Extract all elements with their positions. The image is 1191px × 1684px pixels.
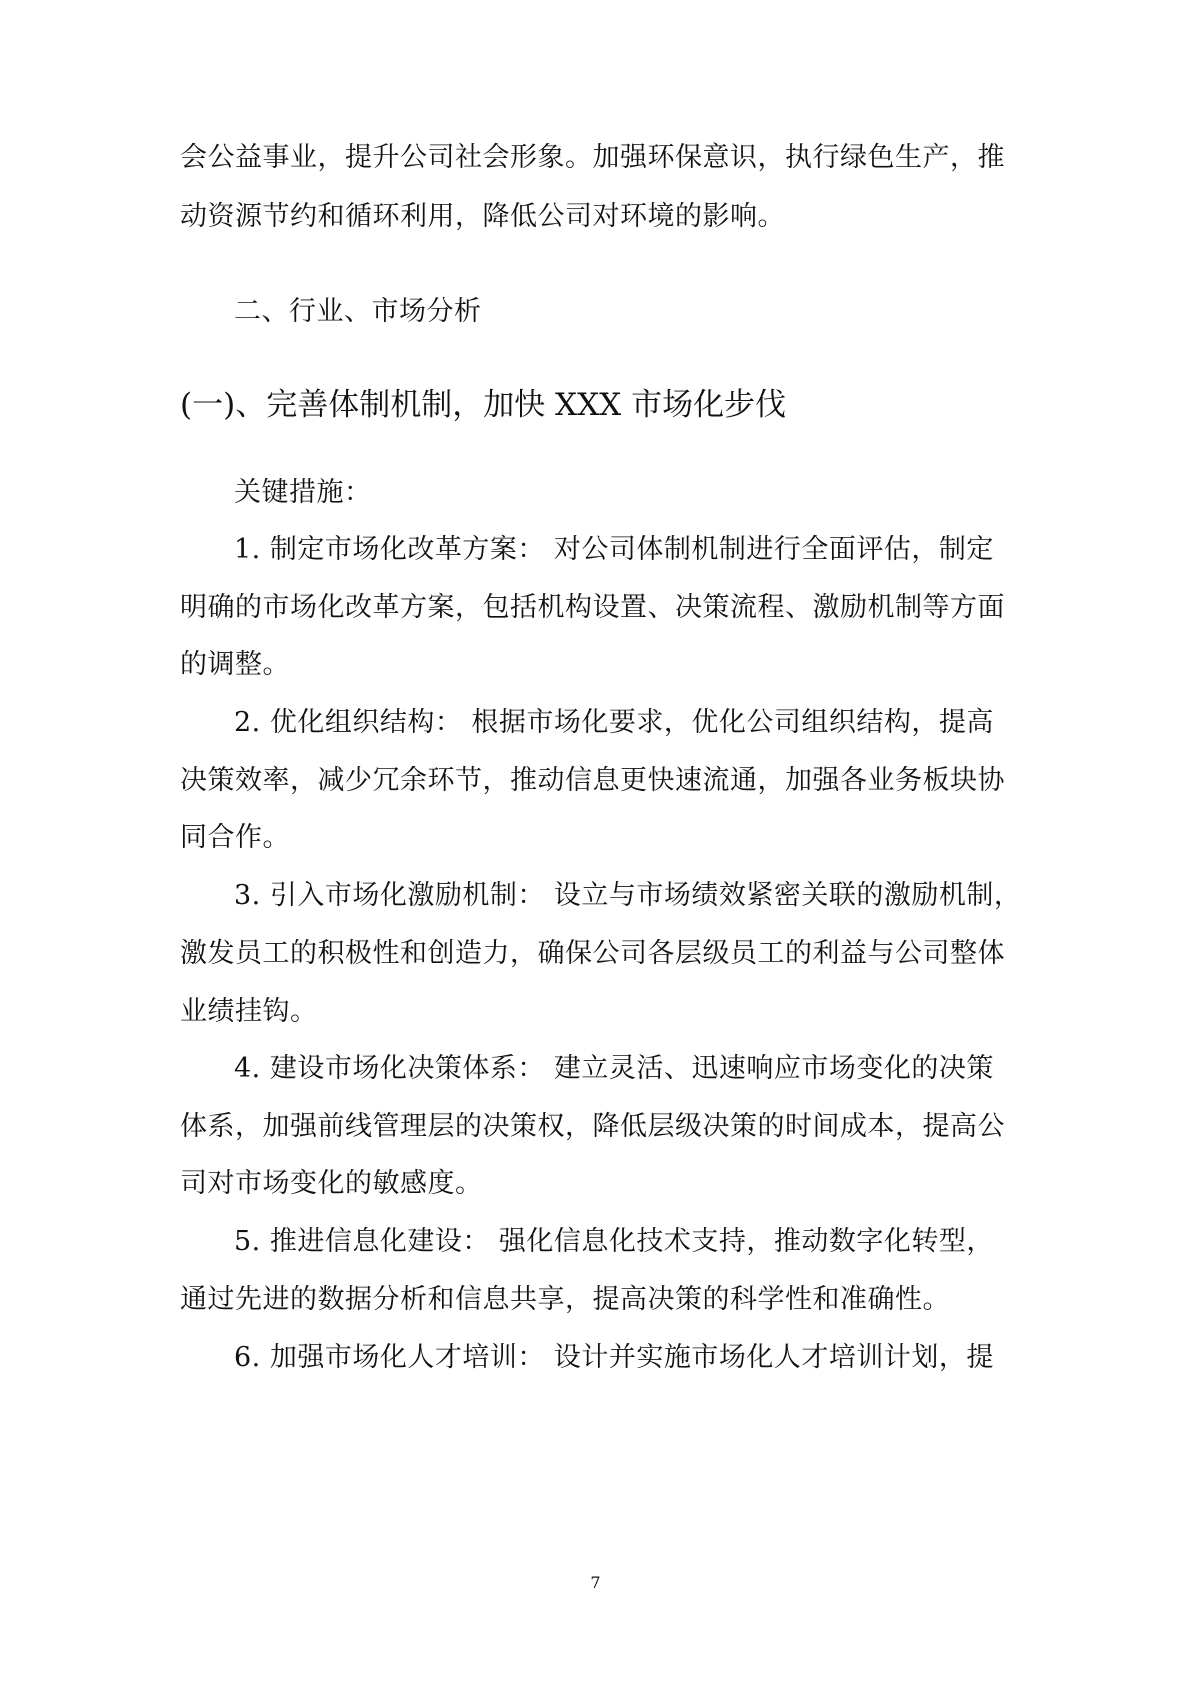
subsection-heading: (一)、完善体制机制，加快 XXX 市场化步伐 xyxy=(180,387,787,423)
list-item-4-line: 4. 建设市场化决策体系： 建立灵活、迅速响应市场变化的决策 xyxy=(234,1053,994,1084)
list-item-3-line: 激发员工的积极性和创造力，确保公司各层级员工的利益与公司整体 xyxy=(180,938,1005,969)
list-item-2-line: 决策效率，减少冗余环节，推动信息更快速流通，加强各业务板块协 xyxy=(180,765,1005,796)
list-item-2-line: 2. 优化组织结构： 根据市场化要求，优化公司组织结构，提高 xyxy=(234,707,994,738)
body-text-line: 会公益事业，提升公司社会形象。加强环保意识，执行绿色生产，推 xyxy=(180,142,1005,173)
list-item-6-line: 6. 加强市场化人才培训： 设计并实施市场化人才培训计划，提 xyxy=(234,1342,994,1373)
key-measures-label: 关键措施： xyxy=(234,477,372,508)
list-item-5-line: 5. 推进信息化建设： 强化信息化技术支持，推动数字化转型， xyxy=(234,1226,994,1257)
list-item-1-line: 明确的市场化改革方案，包括机构设置、决策流程、激励机制等方面 xyxy=(180,592,1005,623)
body-text-line: 动资源节约和循环利用，降低公司对环境的影响。 xyxy=(180,201,785,232)
list-item-4-line: 司对市场变化的敏感度。 xyxy=(180,1168,483,1199)
list-item-3-line: 3. 引入市场化激励机制： 设立与市场绩效紧密关联的激励机制， xyxy=(234,880,1022,911)
section-heading: 二、行业、市场分析 xyxy=(234,296,482,327)
list-item-4-line: 体系，加强前线管理层的决策权，降低层级决策的时间成本，提高公 xyxy=(180,1111,1005,1142)
list-item-2-line: 同合作。 xyxy=(180,822,290,853)
list-item-1-line: 1. 制定市场化改革方案： 对公司体制机制进行全面评估，制定 xyxy=(234,534,994,565)
list-item-1-line: 的调整。 xyxy=(180,649,290,680)
page-number: 7 xyxy=(590,1573,601,1592)
list-item-3-line: 业绩挂钩。 xyxy=(180,996,318,1027)
list-item-5-line: 通过先进的数据分析和信息共享，提高决策的科学性和准确性。 xyxy=(180,1284,950,1315)
